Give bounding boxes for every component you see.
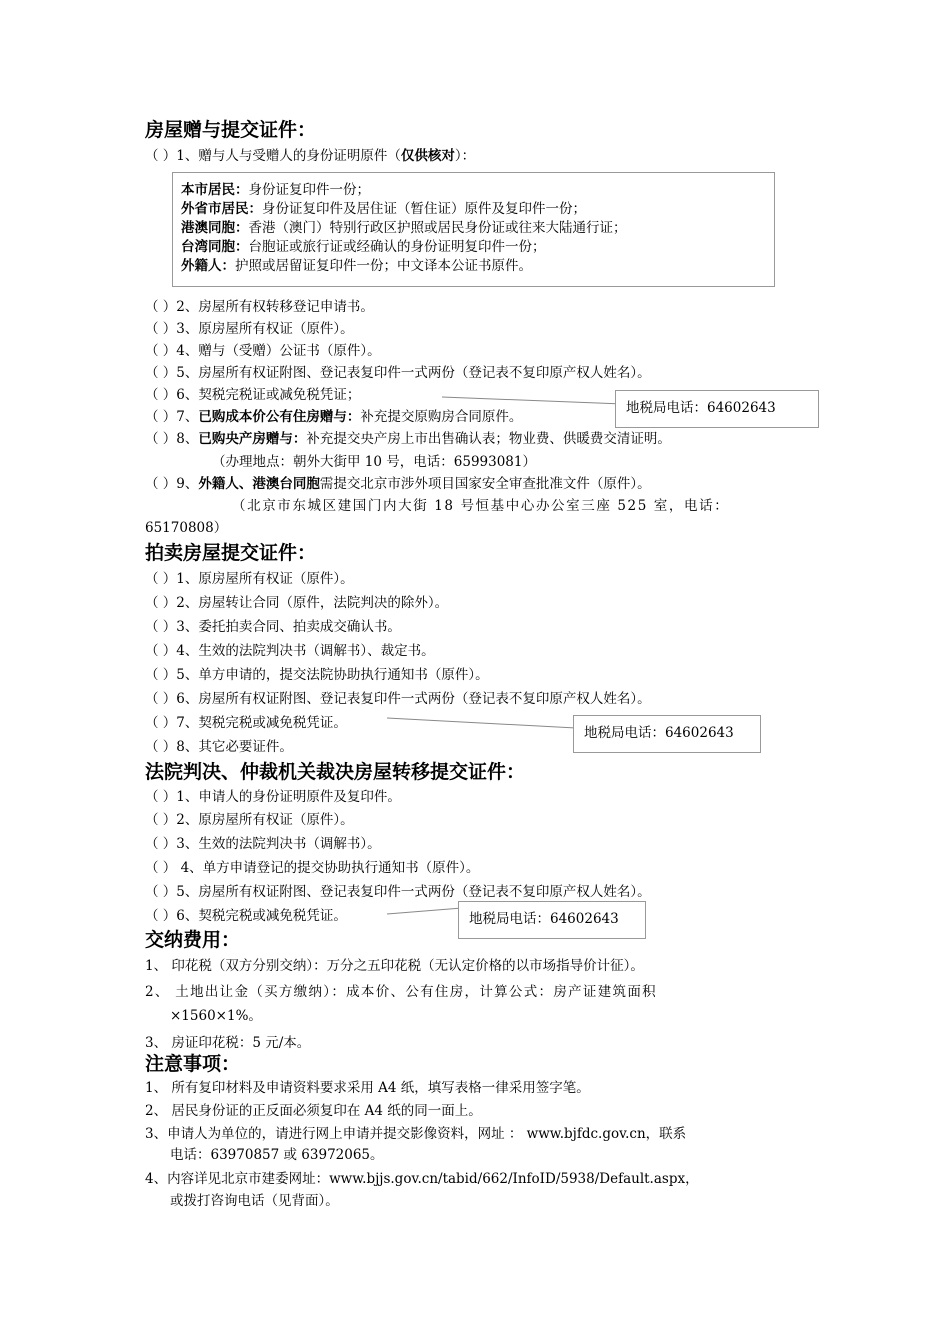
court-item-3: （ ）3、生效的法院判决书（调解书）。 <box>145 836 381 852</box>
fee-item-3: 3、 房证印花税：5 元/本。 <box>145 1035 311 1051</box>
tax-bureau-phone-callout-2: 地税局电话：64602643 <box>573 715 761 753</box>
gift-item-8: （ ）8、已购央产房赠与：补充提交央产房上市出售确认表；物业费、供暖费交清证明。 <box>145 431 671 447</box>
section-heading-fees: 交纳费用： <box>145 929 241 951</box>
tax-bureau-phone-callout-3: 地税局电话：64602643 <box>458 901 646 939</box>
note-item-3: 3、申请人为单位的，请进行网上申请并提交影像资料，网址 ： www.bjfdc.gov.cn，联系 <box>145 1126 687 1142</box>
court-item-5: （ ）5、房屋所有权证附图、登记表复印件一式两份（登记表不复印原产权人姓名）。 <box>145 884 651 900</box>
fee-item-2: 2、 土地出让金（买方缴纳）：成本价、公有住房，计算公式：房产证建筑面积 <box>145 984 657 1000</box>
gift-item-7: （ ）7、已购成本价公有住房赠与：补充提交原购房合同原件。 <box>145 409 523 425</box>
gift-item-6: （ ）6、契税完税证或减免税凭证； <box>145 387 361 403</box>
note-item-4: 4、内容详见北京市建委网址：www.bjjs.gov.cn/tabid/662/InfoID/5938/Default.aspx， <box>145 1171 699 1187</box>
box-line-local-resident: 本市居民：身份证复印件一份； <box>181 182 370 198</box>
note-item-3-cont: 电话：63970857 或 63972065。 <box>170 1147 384 1163</box>
gift-item-2: （ ）2、房屋所有权转移登记申请书。 <box>145 299 374 315</box>
fee-item-1: 1、 印花税（双方分别交纳）：万分之五印花税（无认定价格的以市场指导价计征）。 <box>145 958 644 974</box>
note-item-4-cont: 或拨打咨询电话（见背面）。 <box>170 1193 339 1209</box>
gift-item-9: （ ）9、外籍人、港澳台同胞需提交北京市涉外项目国家安全审查批准文件（原件）。 <box>145 476 651 492</box>
box-line-hk-macau: 港澳同胞：香港（澳门）特别行政区护照或居民身份证或往来大陆通行证； <box>181 220 627 236</box>
box-line-other-province: 外省市居民：身份证复印件及居住证（暂住证）原件及复印件一份； <box>181 201 586 217</box>
gift-item-9-note: （北京市东城区建国门内大街 18 号恒基中心办公室三座 525 室，电话： <box>232 498 730 514</box>
tax-bureau-phone-callout-1: 地税局电话：64602643 <box>615 390 819 428</box>
box-line-taiwan: 台湾同胞：台胞证或旅行证或经确认的身份证明复印件一份； <box>181 239 546 255</box>
gift-item-4: （ ）4、赠与（受赠）公证书（原件）。 <box>145 343 381 359</box>
section-heading-gift: 房屋赠与提交证件： <box>145 119 317 141</box>
box-line-foreigner: 外籍人：护照或居留证复印件一份；中文译本公证书原件。 <box>181 258 532 274</box>
section-heading-notes: 注意事项： <box>145 1053 241 1075</box>
auction-item-7: （ ）7、契税完税或减免税凭证。 <box>145 715 347 731</box>
note-item-2: 2、 居民身份证的正反面必须复印在 A4 纸的同一面上。 <box>145 1103 482 1119</box>
court-item-2: （ ）2、原房屋所有权证（原件）。 <box>145 812 354 828</box>
auction-item-6: （ ）6、房屋所有权证附图、登记表复印件一式两份（登记表不复印原产权人姓名）。 <box>145 691 651 707</box>
section-heading-court: 法院判决、仲裁机关裁决房屋转移提交证件： <box>145 761 526 783</box>
fee-item-2-cont: ×1560×1%。 <box>170 1008 262 1024</box>
court-item-4: （ ） 4、单方申请登记的提交协助执行通知书（原件）。 <box>145 860 480 876</box>
note-item-1: 1、 所有复印材料及申请资料要求采用 A4 纸，填写表格一律采用签字笔。 <box>145 1080 590 1096</box>
gift-item-8-note: （办理地点：朝外大街甲 10 号，电话：65993081） <box>212 454 536 470</box>
auction-item-2: （ ）2、房屋转让合同（原件，法院判决的除外）。 <box>145 595 449 611</box>
identity-documents-box <box>172 172 775 287</box>
section-heading-auction: 拍卖房屋提交证件： <box>145 542 317 564</box>
gift-item-9-note-phone: 65170808） <box>145 520 228 536</box>
auction-item-1: （ ）1、原房屋所有权证（原件）。 <box>145 571 354 587</box>
auction-item-8: （ ）8、其它必要证件。 <box>145 739 293 755</box>
auction-item-5: （ ）5、单方申请的，提交法院协助执行通知书（原件）。 <box>145 667 489 683</box>
auction-item-4: （ ）4、生效的法院判决书（调解书）、裁定书。 <box>145 643 435 659</box>
auction-item-3: （ ）3、委托拍卖合同、拍卖成交确认书。 <box>145 619 401 635</box>
court-item-6: （ ）6、契税完税或减免税凭证。 <box>145 908 347 924</box>
gift-item-3: （ ）3、原房屋所有权证（原件）。 <box>145 321 354 337</box>
gift-item-5: （ ）5、房屋所有权证附图、登记表复印件一式两份（登记表不复印原产权人姓名）。 <box>145 365 651 381</box>
gift-item-1: （ ）1、赠与人与受赠人的身份证明原件（仅供核对）： <box>145 148 476 164</box>
court-item-1: （ ）1、申请人的身份证明原件及复印件。 <box>145 789 401 805</box>
